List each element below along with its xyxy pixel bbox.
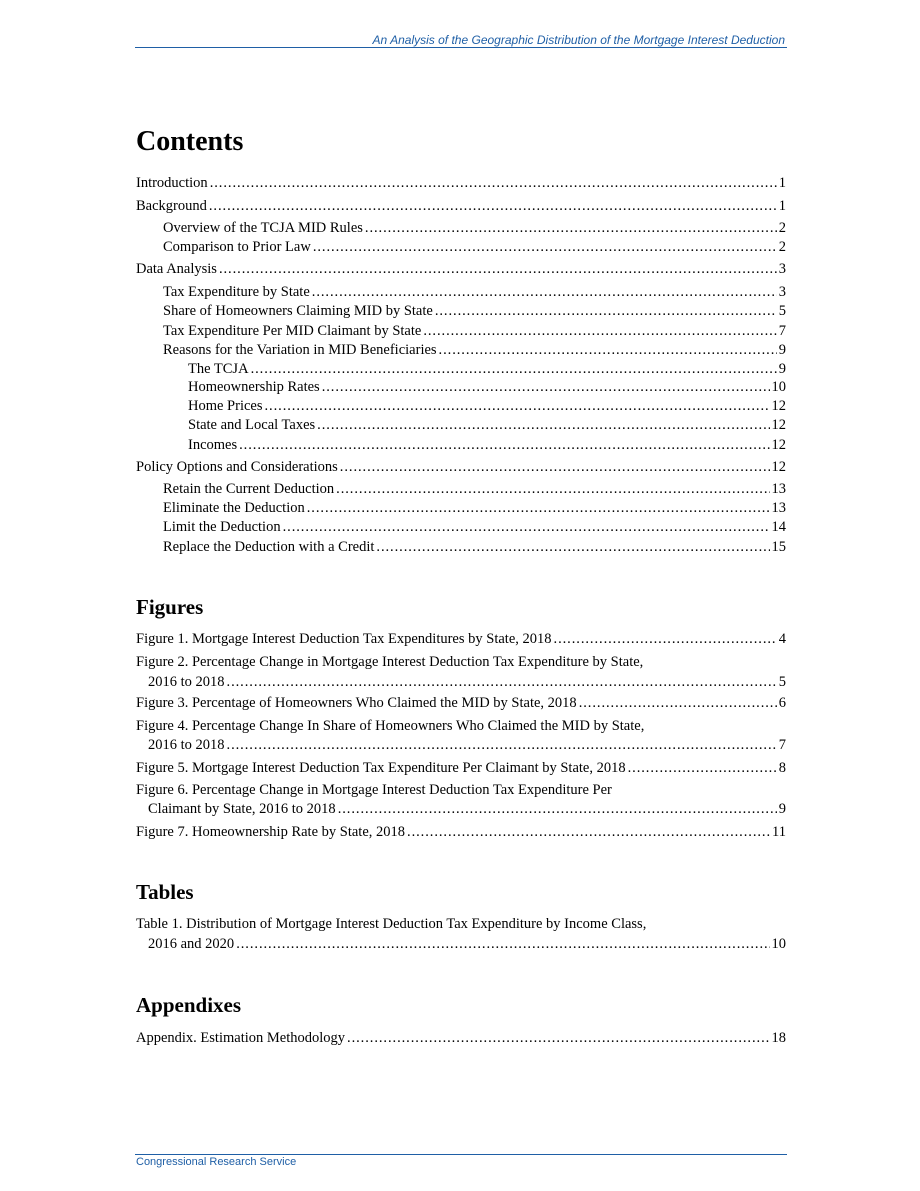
toc-entry-policy-options[interactable]	[136, 458, 786, 477]
toc-entry-label: Share of Homeowners Claiming MID by State	[163, 303, 433, 319]
figure-entry-2-line1[interactable]: Figure 2. Percentage Change in Mortgage Interest Deduction Tax Expenditure by State,	[136, 654, 644, 670]
dot-leader	[209, 197, 777, 216]
dot-leader	[407, 823, 770, 842]
dot-leader	[317, 416, 769, 435]
dot-leader	[239, 436, 769, 455]
appendix-entry-1[interactable]	[136, 1029, 786, 1048]
toc-entry-reasons-variation[interactable]	[163, 341, 786, 360]
dot-leader	[628, 759, 777, 778]
toc-page-number: 12	[771, 417, 786, 433]
figure-page-number: 6	[778, 695, 786, 711]
toc-page-number: 2	[778, 239, 786, 255]
dot-leader	[219, 260, 777, 279]
toc-page-number: 5	[778, 303, 786, 319]
figure-entry-label: Figure 7. Homeownership Rate by State, 2018	[136, 824, 406, 840]
dot-leader	[365, 219, 777, 238]
toc-entry-label: Replace the Deduction with a Credit	[163, 539, 375, 555]
dot-leader	[322, 378, 770, 397]
figure-entry-5[interactable]	[136, 759, 786, 778]
dot-leader	[439, 341, 777, 360]
figure-entry-label: Figure 3. Percentage of Homeowners Who Claimed the MID by State, 2018	[136, 695, 577, 711]
toc-page-number: 15	[771, 539, 786, 555]
toc-entry-background[interactable]	[136, 197, 786, 216]
toc-page-number: 9	[778, 342, 786, 358]
figure-entry-6[interactable]	[148, 800, 786, 819]
toc-page-number: 7	[778, 323, 786, 339]
figure-entry-1[interactable]	[136, 630, 786, 649]
toc-entry-eliminate-deduction[interactable]	[163, 499, 786, 518]
toc-entry-replace-credit[interactable]	[163, 538, 786, 557]
toc-page-number: 12	[771, 437, 786, 453]
dot-leader	[423, 322, 776, 341]
toc-entry-label: Tax Expenditure by State	[163, 284, 310, 300]
footer-org: Congressional Research Service	[136, 1156, 297, 1168]
toc-entry-label: Data Analysis	[136, 261, 217, 277]
running-title: An Analysis of the Geographic Distribution of the Mortgage Interest Deduction	[372, 33, 785, 47]
header-rule	[135, 47, 787, 48]
dot-leader	[376, 538, 769, 557]
dot-leader	[338, 800, 777, 819]
toc-entry-label: Homeownership Rates	[188, 379, 320, 395]
toc-entry-label: Retain the Current Deduction	[163, 481, 335, 497]
toc-entry-label: Limit the Deduction	[163, 519, 281, 535]
dot-leader	[554, 630, 777, 649]
figure-entry-label: Figure 1. Mortgage Interest Deduction Tax Expenditures by State, 2018	[136, 631, 552, 647]
toc-entry-label: Background	[136, 198, 207, 214]
toc-entry-label: Eliminate the Deduction	[163, 500, 305, 516]
appendix-entry-label: Appendix. Estimation Methodology	[136, 1030, 346, 1046]
toc-entry-label: Introduction	[136, 175, 208, 191]
toc-entry-label: Tax Expenditure Per MID Claimant by State	[163, 323, 422, 339]
toc-entry-label: Comparison to Prior Law	[163, 239, 311, 255]
dot-leader	[236, 935, 769, 954]
figure-page-number: 11	[772, 824, 786, 840]
figure-page-number: 4	[778, 631, 786, 647]
toc-entry-overview-tcja[interactable]	[163, 219, 786, 238]
toc-page-number: 2	[778, 220, 786, 236]
dot-leader	[251, 360, 777, 379]
figure-entry-label: Figure 5. Mortgage Interest Deduction Tax Expenditure Per Claimant by State, 2018	[136, 760, 626, 776]
dot-leader	[313, 238, 777, 257]
toc-entry-label: Home Prices	[188, 398, 263, 414]
toc-page-number: 13	[771, 500, 786, 516]
toc-entry-state-local-taxes[interactable]	[188, 416, 786, 435]
dot-leader	[210, 174, 777, 193]
toc-entry-limit-deduction[interactable]	[163, 518, 786, 537]
dot-leader	[336, 480, 769, 499]
toc-entry-incomes[interactable]	[188, 436, 786, 455]
toc-entry-label: Incomes	[188, 437, 238, 453]
table-entry-1-line1[interactable]: Table 1. Distribution of Mortgage Interest Deduction Tax Expenditure by Income Class,	[136, 916, 647, 932]
dot-leader	[340, 458, 770, 477]
toc-page-number: 3	[778, 261, 786, 277]
table-entry-1[interactable]	[148, 935, 786, 954]
dot-leader	[283, 518, 770, 537]
toc-entry-label: Reasons for the Variation in MID Beneficiaries	[163, 342, 437, 358]
toc-entry-homeownership-rates[interactable]	[188, 378, 786, 397]
figure-entry-label: 2016 to 2018	[148, 674, 225, 690]
dot-leader	[307, 499, 770, 518]
dot-leader	[227, 736, 777, 755]
toc-entry-home-prices[interactable]	[188, 397, 786, 416]
toc-entry-retain-deduction[interactable]	[163, 480, 786, 499]
dot-leader	[227, 673, 777, 692]
toc-page-number: 14	[771, 519, 786, 535]
figure-entry-2[interactable]	[148, 673, 786, 692]
toc-page-number: 12	[771, 459, 786, 475]
figure-page-number: 8	[778, 760, 786, 776]
dot-leader	[347, 1029, 769, 1048]
figure-page-number: 7	[778, 737, 786, 753]
toc-page-number: 13	[771, 481, 786, 497]
contents-heading: Contents	[136, 126, 244, 157]
figure-page-number: 9	[778, 801, 786, 817]
toc-entry-introduction[interactable]	[136, 174, 786, 193]
toc-page-number: 3	[778, 284, 786, 300]
toc-entry-per-claimant[interactable]	[163, 322, 786, 341]
toc-entry-tcja[interactable]	[188, 360, 786, 379]
dot-leader	[265, 397, 770, 416]
toc-entry-label: State and Local Taxes	[188, 417, 316, 433]
footer-rule	[135, 1154, 787, 1155]
tables-heading: Tables	[136, 880, 194, 904]
toc-entry-label: Overview of the TCJA MID Rules	[163, 220, 363, 236]
figures-heading: Figures	[136, 595, 204, 619]
dot-leader	[312, 283, 777, 302]
figure-entry-4[interactable]	[148, 736, 786, 755]
figure-entry-7[interactable]	[136, 823, 786, 842]
figure-entry-label: Claimant by State, 2016 to 2018	[148, 801, 336, 817]
figure-entry-6-line1[interactable]: Figure 6. Percentage Change in Mortgage Interest Deduction Tax Expenditure Per	[136, 782, 612, 798]
figure-page-number: 5	[778, 674, 786, 690]
toc-page-number: 12	[771, 398, 786, 414]
dot-leader	[435, 302, 777, 321]
appendix-page-number: 18	[771, 1030, 786, 1046]
figure-entry-label: 2016 to 2018	[148, 737, 225, 753]
table-page-number: 10	[771, 936, 786, 952]
toc-entry-share-homeowners[interactable]	[163, 302, 786, 321]
toc-entry-data-analysis[interactable]	[136, 260, 786, 279]
toc-page-number: 10	[771, 379, 786, 395]
toc-page-number: 1	[778, 198, 786, 214]
toc-page-number: 9	[778, 361, 786, 377]
figure-entry-4-line1[interactable]: Figure 4. Percentage Change In Share of Homeowners Who Claimed the MID by State,	[136, 718, 645, 734]
toc-entry-tax-expenditure-state[interactable]	[163, 283, 786, 302]
table-entry-label: 2016 and 2020	[148, 936, 235, 952]
figure-entry-3[interactable]	[136, 694, 786, 713]
toc-entry-label: The TCJA	[188, 361, 249, 377]
dot-leader	[579, 694, 777, 713]
toc-entry-comparison[interactable]	[163, 238, 786, 257]
toc-page-number: 1	[778, 175, 786, 191]
appendixes-heading: Appendixes	[136, 993, 242, 1017]
toc-entry-label: Policy Options and Considerations	[136, 459, 338, 475]
